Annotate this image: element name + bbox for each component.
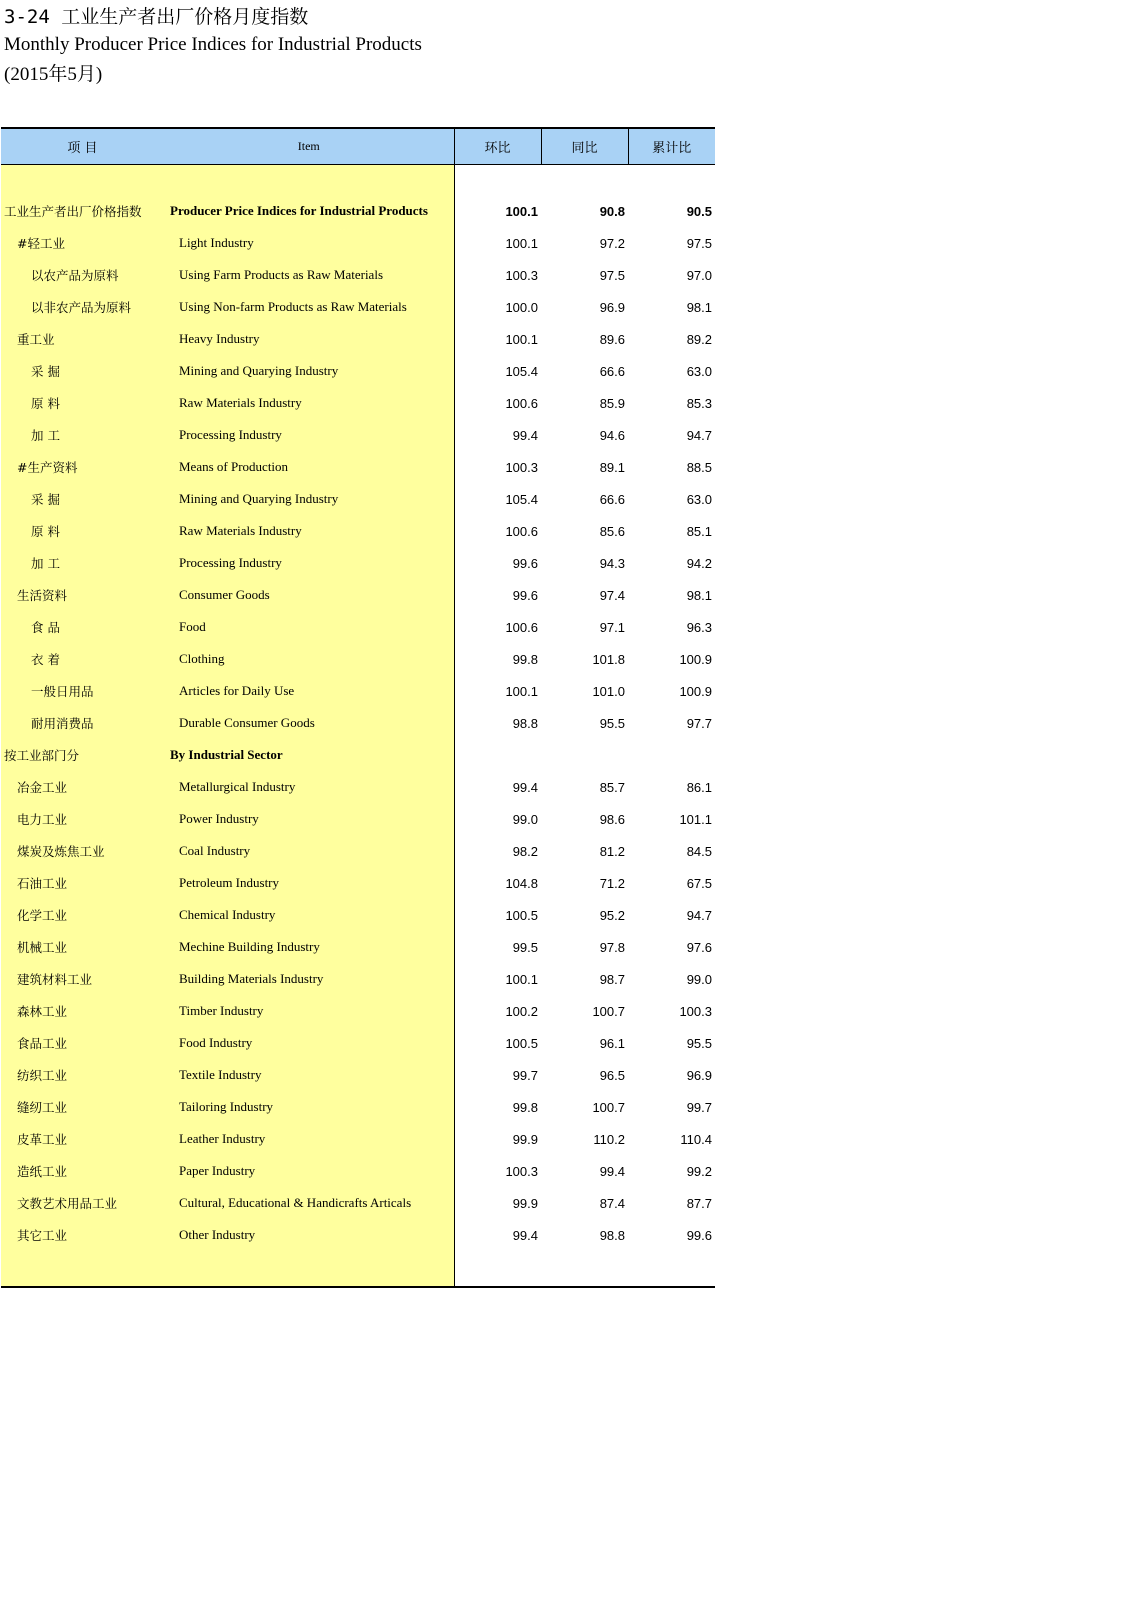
row-label-en: Raw Materials Industry	[164, 515, 454, 547]
value-cumulative: 99.6	[686, 1227, 712, 1243]
value-cumulative: 88.5	[686, 459, 712, 475]
row-label-cn: 建筑材料工业	[1, 963, 164, 995]
row-label-cn: 衣 着	[1, 643, 164, 675]
price-index-table	[1, 127, 715, 1288]
row-label-cn: 食品工业	[1, 1027, 164, 1059]
value-cumulative: 97.5	[686, 235, 712, 251]
value-cumulative: 99.7	[686, 1099, 712, 1115]
row-label-en: Timber Industry	[164, 995, 454, 1027]
value-cumulative: 84.5	[686, 843, 712, 859]
value-cumulative: 94.2	[686, 555, 712, 571]
spacer-row-bottom	[1, 1251, 715, 1287]
table-row	[1, 931, 715, 963]
value-cumulative: 97.7	[686, 715, 712, 731]
row-label-en: Food	[164, 611, 454, 643]
row-label-en: Heavy Industry	[164, 323, 454, 355]
spacer-row-top	[1, 165, 715, 196]
table-body	[1, 165, 715, 1288]
table-row	[1, 1155, 715, 1187]
value-yoy: 95.2	[599, 907, 625, 923]
table-row	[1, 675, 715, 707]
table-number-title: 3-24 工业生产者出厂价格月度指数	[4, 6, 309, 28]
value-mom: 100.5	[454, 899, 541, 931]
value-yoy: 97.8	[599, 939, 625, 955]
table-row	[1, 291, 715, 323]
table-row	[1, 579, 715, 611]
value-mom: 99.6	[454, 547, 541, 579]
value-mom: 100.6	[454, 515, 541, 547]
value-yoy: 71.2	[599, 875, 625, 891]
table-row	[1, 1123, 715, 1155]
value-cumulative: 96.9	[686, 1067, 712, 1083]
row-label-cn: 冶金工业	[1, 771, 164, 803]
row-label-en: Producer Price Indices for Industrial Products	[164, 195, 454, 227]
value-yoy: 94.6	[599, 427, 625, 443]
table-row	[1, 899, 715, 931]
value-yoy: 94.3	[599, 555, 625, 571]
row-label-en: Using Farm Products as Raw Materials	[164, 259, 454, 291]
value-mom: 99.8	[454, 643, 541, 675]
value-yoy: 98.6	[599, 811, 625, 827]
column-header-cumulative: 累计比	[628, 128, 715, 165]
value-yoy: 100.7	[592, 1003, 625, 1019]
row-label-cn: 按工业部门分	[1, 739, 164, 771]
table-row	[1, 867, 715, 899]
row-label-cn: 森林工业	[1, 995, 164, 1027]
value-mom: 100.1	[454, 963, 541, 995]
value-yoy: 110.2	[593, 1131, 625, 1147]
value-yoy: 66.6	[599, 491, 625, 507]
value-cumulative: 97.6	[686, 939, 712, 955]
value-cumulative: 100.9	[679, 683, 712, 699]
value-mom: 99.4	[454, 771, 541, 803]
value-mom: 100.0	[454, 291, 541, 323]
value-cumulative: 90.5	[686, 203, 712, 219]
column-header-yoy: 同比	[541, 128, 628, 165]
value-yoy: 66.6	[599, 363, 625, 379]
value-mom: 99.8	[454, 1091, 541, 1123]
value-yoy: 100.7	[592, 1099, 625, 1115]
row-label-cn: 化学工业	[1, 899, 164, 931]
table-row	[1, 739, 715, 771]
table-row	[1, 323, 715, 355]
value-mom: 99.7	[454, 1059, 541, 1091]
value-yoy: 89.6	[599, 331, 625, 347]
row-label-en: By Industrial Sector	[164, 739, 454, 771]
row-label-cn: 加 工	[1, 419, 164, 451]
value-cumulative: 67.5	[686, 875, 712, 891]
row-label-en: Light Industry	[164, 227, 454, 259]
value-cumulative: 63.0	[686, 363, 712, 379]
value-mom: 99.0	[454, 803, 541, 835]
value-yoy: 85.6	[599, 523, 625, 539]
row-label-en: Processing Industry	[164, 419, 454, 451]
table-row	[1, 547, 715, 579]
value-yoy	[541, 739, 628, 771]
row-label-en: Other Industry	[164, 1219, 454, 1251]
value-cumulative: 97.0	[686, 267, 712, 283]
header-row	[1, 128, 715, 165]
row-label-en: Leather Industry	[164, 1123, 454, 1155]
value-cumulative	[628, 739, 715, 771]
table-row	[1, 483, 715, 515]
value-yoy: 81.2	[599, 843, 625, 859]
value-mom: 100.5	[454, 1027, 541, 1059]
value-mom: 104.8	[454, 867, 541, 899]
row-label-cn: 采 掘	[1, 483, 164, 515]
column-header-cn-item: 项 目	[1, 128, 164, 165]
table-row	[1, 1027, 715, 1059]
column-header-en-item: Item	[164, 128, 454, 165]
row-label-cn: 以农产品为原料	[1, 259, 164, 291]
value-mom: 100.3	[454, 451, 541, 483]
row-label-en: Raw Materials Industry	[164, 387, 454, 419]
table-row	[1, 611, 715, 643]
value-mom: 100.6	[454, 611, 541, 643]
row-label-cn: 生活资料	[1, 579, 164, 611]
row-label-cn: 加 工	[1, 547, 164, 579]
table-row	[1, 1091, 715, 1123]
value-cumulative: 94.7	[686, 427, 712, 443]
row-label-cn: 食 品	[1, 611, 164, 643]
row-label-en: Tailoring Industry	[164, 1091, 454, 1123]
value-cumulative: 96.3	[686, 619, 712, 635]
row-label-cn: 机械工业	[1, 931, 164, 963]
value-cumulative: 98.1	[686, 299, 712, 315]
value-mom: 100.1	[454, 195, 541, 227]
table-row	[1, 803, 715, 835]
row-label-en: Cultural, Educational & Handicrafts Articals	[164, 1187, 454, 1219]
row-label-en: Chemical Industry	[164, 899, 454, 931]
row-label-en: Mechine Building Industry	[164, 931, 454, 963]
title-block	[4, 4, 422, 90]
value-cumulative: 94.7	[686, 907, 712, 923]
value-cumulative: 110.4	[680, 1131, 712, 1147]
value-cumulative: 101.1	[679, 811, 712, 827]
row-label-cn: 缝纫工业	[1, 1091, 164, 1123]
value-mom	[454, 739, 541, 771]
value-yoy: 97.4	[599, 587, 625, 603]
row-label-cn: #生产资料	[1, 451, 164, 483]
value-mom: 100.3	[454, 1155, 541, 1187]
value-mom: 100.1	[454, 227, 541, 259]
table-row	[1, 963, 715, 995]
row-label-en: Petroleum Industry	[164, 867, 454, 899]
value-mom: 98.2	[454, 835, 541, 867]
row-label-cn: 耐用消费品	[1, 707, 164, 739]
row-label-en: Building Materials Industry	[164, 963, 454, 995]
row-label-en: Textile Industry	[164, 1059, 454, 1091]
table-row	[1, 707, 715, 739]
row-label-cn: 石油工业	[1, 867, 164, 899]
value-cumulative: 98.1	[686, 587, 712, 603]
value-cumulative: 89.2	[686, 331, 712, 347]
row-label-en: Using Non-farm Products as Raw Materials	[164, 291, 454, 323]
table-row	[1, 227, 715, 259]
row-label-cn: 重工业	[1, 323, 164, 355]
row-label-en: Articles for Daily Use	[164, 675, 454, 707]
row-label-cn: 文教艺术用品工业	[1, 1187, 164, 1219]
date-subtitle: (2015年5月)	[4, 64, 103, 85]
value-cumulative: 87.7	[686, 1195, 712, 1211]
row-label-cn: 采 掘	[1, 355, 164, 387]
value-mom: 100.3	[454, 259, 541, 291]
row-label-en: Metallurgical Industry	[164, 771, 454, 803]
value-yoy: 101.8	[592, 651, 625, 667]
row-label-cn: 纺织工业	[1, 1059, 164, 1091]
row-label-cn: 以非农产品为原料	[1, 291, 164, 323]
value-cumulative: 99.2	[686, 1163, 712, 1179]
value-yoy: 89.1	[599, 459, 625, 475]
row-label-cn: 煤炭及炼焦工业	[1, 835, 164, 867]
row-label-en: Food Industry	[164, 1027, 454, 1059]
table-row	[1, 771, 715, 803]
row-label-cn: #轻工业	[1, 227, 164, 259]
value-mom: 100.2	[454, 995, 541, 1027]
value-mom: 105.4	[454, 483, 541, 515]
row-label-cn: 其它工业	[1, 1219, 164, 1251]
row-label-cn: 一般日用品	[1, 675, 164, 707]
table-row	[1, 1187, 715, 1219]
value-yoy: 98.7	[599, 971, 625, 987]
row-label-en: Durable Consumer Goods	[164, 707, 454, 739]
value-yoy: 90.8	[599, 203, 625, 219]
row-label-cn: 工业生产者出厂价格指数	[1, 195, 164, 227]
row-label-en: Mining and Quarying Industry	[164, 483, 454, 515]
value-mom: 99.5	[454, 931, 541, 963]
row-label-en: Consumer Goods	[164, 579, 454, 611]
table-row	[1, 355, 715, 387]
value-cumulative: 100.3	[679, 1003, 712, 1019]
row-label-cn: 原 料	[1, 515, 164, 547]
value-cumulative: 63.0	[686, 491, 712, 507]
table-row	[1, 419, 715, 451]
table-row	[1, 515, 715, 547]
value-mom: 100.6	[454, 387, 541, 419]
table-row	[1, 1219, 715, 1251]
value-yoy: 101.0	[592, 683, 625, 699]
value-cumulative: 86.1	[686, 779, 712, 795]
row-label-cn: 原 料	[1, 387, 164, 419]
value-mom: 99.6	[454, 579, 541, 611]
value-yoy: 99.4	[599, 1163, 625, 1179]
value-cumulative: 85.3	[686, 395, 712, 411]
row-label-en: Paper Industry	[164, 1155, 454, 1187]
value-cumulative: 95.5	[686, 1035, 712, 1051]
table-row	[1, 451, 715, 483]
value-mom: 99.4	[454, 1219, 541, 1251]
value-yoy: 85.9	[599, 395, 625, 411]
value-mom: 99.4	[454, 419, 541, 451]
value-cumulative: 100.9	[679, 651, 712, 667]
value-mom: 99.9	[454, 1123, 541, 1155]
table-row	[1, 259, 715, 291]
value-cumulative: 85.1	[686, 523, 712, 539]
value-yoy: 96.5	[599, 1067, 625, 1083]
row-label-en: Means of Production	[164, 451, 454, 483]
table-row	[1, 387, 715, 419]
value-mom: 100.1	[454, 323, 541, 355]
row-label-en: Coal Industry	[164, 835, 454, 867]
english-title: Monthly Producer Price Indices for Industrial Products	[4, 34, 422, 55]
value-yoy: 95.5	[599, 715, 625, 731]
value-mom: 105.4	[454, 355, 541, 387]
table-row	[1, 835, 715, 867]
table-row	[1, 195, 715, 227]
row-label-en: Processing Industry	[164, 547, 454, 579]
value-mom: 98.8	[454, 707, 541, 739]
value-mom: 99.9	[454, 1187, 541, 1219]
value-yoy: 97.1	[599, 619, 625, 635]
value-yoy: 96.1	[599, 1035, 625, 1051]
row-label-cn: 皮革工业	[1, 1123, 164, 1155]
table-row	[1, 643, 715, 675]
column-header-mom: 环比	[454, 128, 541, 165]
row-label-en: Clothing	[164, 643, 454, 675]
table-row	[1, 995, 715, 1027]
table-row	[1, 1059, 715, 1091]
value-yoy: 87.4	[599, 1195, 625, 1211]
row-label-cn: 造纸工业	[1, 1155, 164, 1187]
row-label-en: Power Industry	[164, 803, 454, 835]
row-label-cn: 电力工业	[1, 803, 164, 835]
value-yoy: 97.2	[599, 235, 625, 251]
row-label-en: Mining and Quarying Industry	[164, 355, 454, 387]
value-yoy: 85.7	[599, 779, 625, 795]
value-mom: 100.1	[454, 675, 541, 707]
value-yoy: 96.9	[599, 299, 625, 315]
value-yoy: 97.5	[599, 267, 625, 283]
value-cumulative: 99.0	[686, 971, 712, 987]
value-yoy: 98.8	[599, 1227, 625, 1243]
